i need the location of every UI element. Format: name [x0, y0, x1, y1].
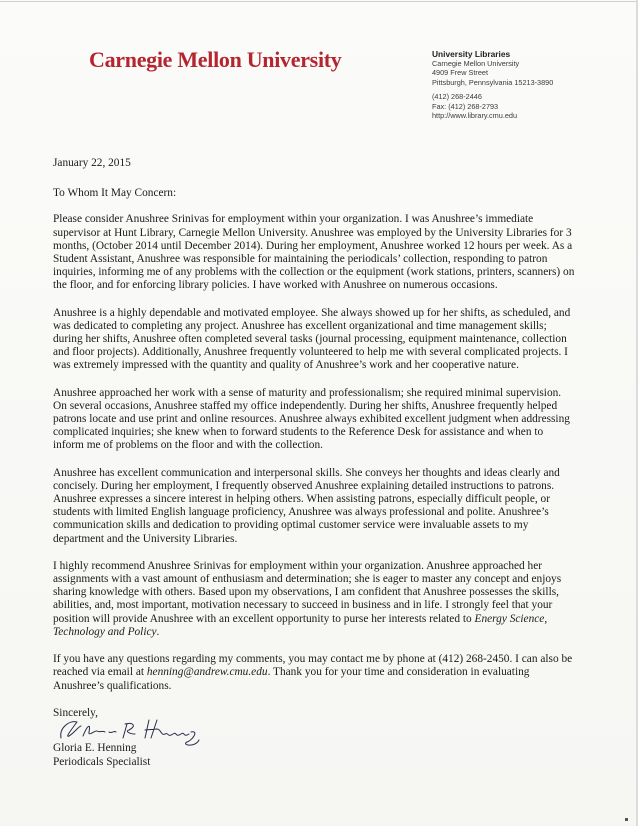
paragraph-intro: Please consider Anushree Srinivas for employment within your organization. I was Anushree’s immediate supervisor at Hunt Library, Carnegie Mellon University. Anushree was employed by the University Libraries for 3 months, (October 2014 until December 2014). During her employment, Anushree worked 12 hours per week. As a Student Assistant, Anushree was responsible for maintaining the periodicals’ collection, responding to patron inquiries, informing me of any problems with the collection or the equipment (work stations, printers, scanners) on the floor, and for enforcing library policies. I have worked with Anushree on numerous occasions.: [53, 213, 575, 292]
email-address: henning@andrew.cmu.edu: [146, 666, 268, 679]
letter-date: January 22, 2015: [53, 157, 131, 169]
closing: Sincerely,: [53, 706, 98, 719]
fax-number: Fax: (412) 268-2793: [432, 101, 499, 111]
paragraph-professionalism: Anushree approached her work with a sense of maturity and professionalism; she required minimal supervision. On several occasions, Anushree staffed my office independently. During her shifts, Anushree frequently helped patrons locate and use print and online resources. Anushree always exhibited excellent judgment when addressing complicated inquiries; she knew when to forward students to the Reference Desk for assistance and when to inform me of problems on the floor and with the collection.: [53, 386, 570, 452]
address-line: Pittsburgh, Pennsylvania 15213-3890: [432, 77, 554, 87]
website-url: http://www.library.cmu.edu: [432, 111, 518, 121]
signer-block: [53, 741, 150, 769]
paragraph-dependability: Anushree is a highly dependable and motivated employee. She always showed up for her shifts, as scheduled, and was dedicated to completing any project. Anushree has excellent organizational and time management skills; during her shifts, Anushree often completed several tasks (journal processing, equipment maintenance, collection and floor projects). Additionally, Anushree frequently volunteered to help me with several complicated projects. I was extremely impressed with the quantity and quality of Anushree’s work and her cooperative nature.: [53, 306, 571, 372]
paragraph-recommendation: [53, 560, 576, 639]
department-name: University Libraries: [432, 49, 511, 59]
letter-body: [53, 157, 576, 720]
paragraph-communication: Anushree has excellent communication and interpersonal skills. She conveys her thoughts and ideas clearly and concisely. During her employment, I frequently observed Anushree explaining detailed instructions to patrons. Anushree expresses a sincere interest in helping others. When assisting patrons, especially difficult people, or students with limited English language proficiency, Anushree was always professional and polite. Anushree’s communication skills and dedication to providing optimal customer service were invaluable assets to my department and the University Libraries.: [53, 466, 560, 545]
recommendation-text: I highly recommend Anushree Srinivas for employment within your organization. Anushree approached her assignments with a vast amount of enthusiasm and determination; she is eager to master any concept and enjoys sharing knowledge with others. Based upon my observations, I am confident that Anushree possesses the skills, abilities, and, most important, motivation necessary to succeed in business and in life. I strongly feel that your position will provide Anushree with an excellent opportunity to purse her interests related to: [53, 559, 562, 625]
interest-field: Energy Science, Technology and Policy: [53, 612, 548, 638]
contact-text: If you have any questions regarding my comments, you may contact me by phone at (412) 268-2450. I can also be reached via email at: [53, 653, 573, 679]
contact-text-end: . Thank you for your time and consideration in evaluating Anushree’s qualifications.: [53, 666, 530, 692]
paragraph-contact: [53, 653, 576, 693]
signer-name: Gloria E. Henning: [53, 742, 137, 754]
university-logo: Carnegie Mellon University: [89, 47, 342, 72]
phone-number: (412) 268-2446: [432, 92, 482, 102]
scan-top-edge: [0, 1, 638, 2]
scan-mark: [625, 818, 628, 821]
recommendation-end: .: [156, 625, 160, 638]
salutation: To Whom It May Concern:: [53, 187, 177, 200]
letterhead-address: [432, 49, 622, 120]
address-line: 4909 Frew Street: [432, 68, 488, 78]
address-line: Carnegie Mellon University: [432, 59, 520, 68]
signer-title: Periodicals Specialist: [53, 756, 151, 768]
